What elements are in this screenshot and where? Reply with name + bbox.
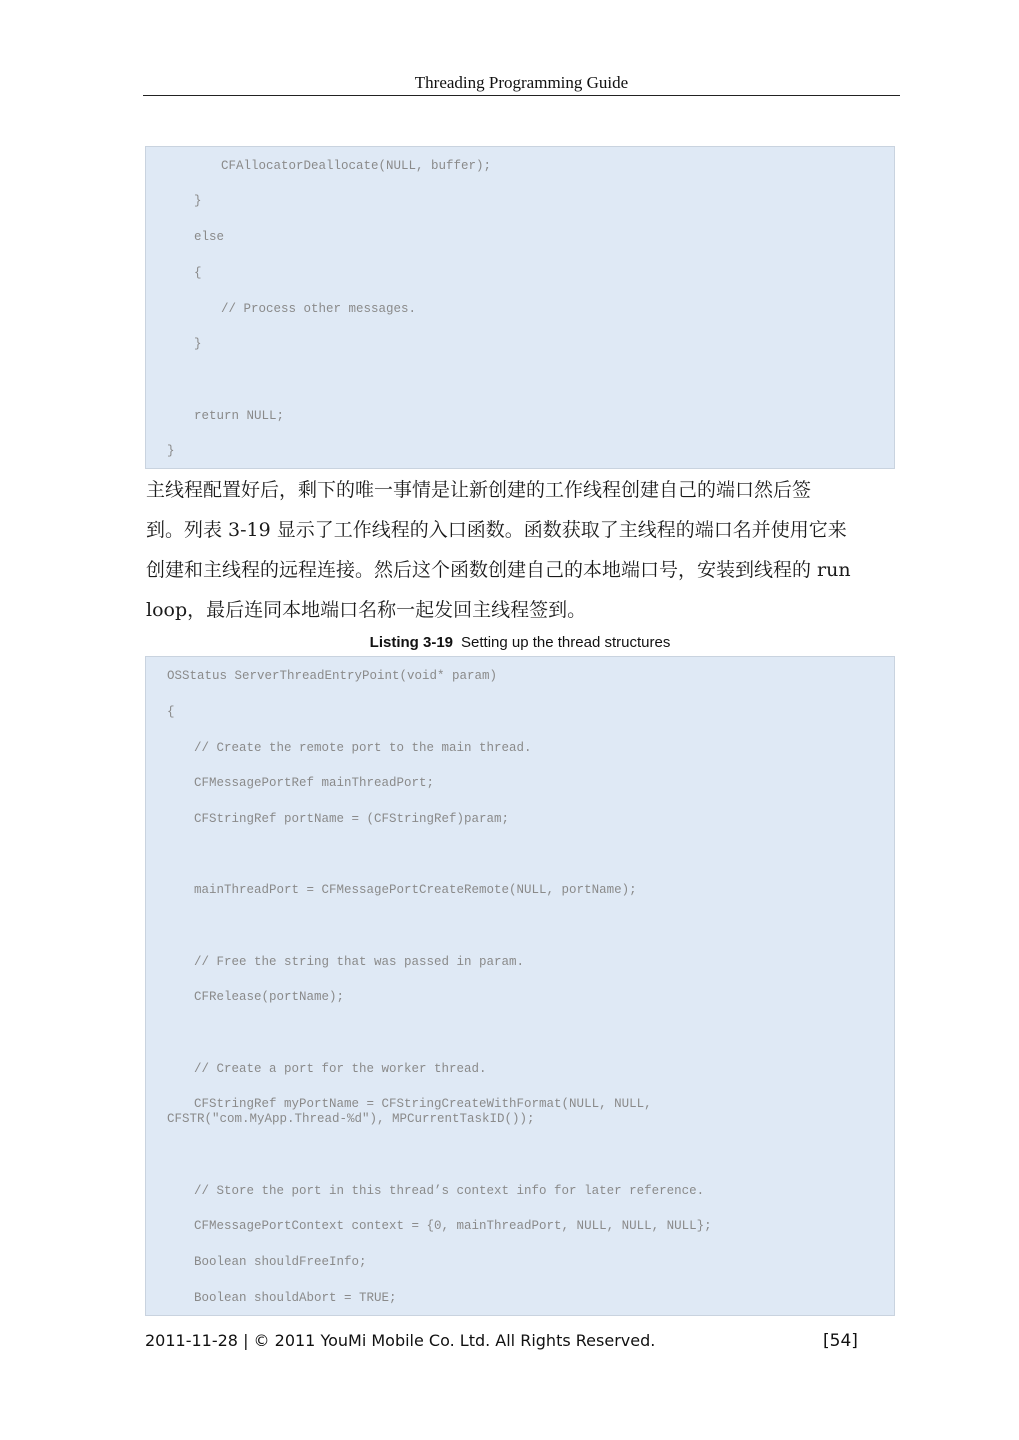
code-line: CFRelease(portName);: [194, 990, 345, 1004]
code-line: // Store the port in this thread’s context info for later reference.: [194, 1184, 705, 1198]
code-block-continued: [145, 146, 895, 469]
page-header: [143, 70, 900, 96]
code-line: }: [194, 194, 202, 208]
code-line: CFSTR("com.MyApp.Thread-%d"), MPCurrentTaskID());: [167, 1112, 535, 1126]
body-paragraph-line: 创建和主线程的远程连接。然后这个函数创建自己的本地端口号，安装到线程的 run: [146, 559, 851, 581]
code-line: CFMessagePortContext context = {0, mainThreadPort, NULL, NULL, NULL};: [194, 1219, 712, 1233]
code-line: CFMessagePortRef mainThreadPort;: [194, 776, 435, 790]
listing-caption: [145, 632, 895, 654]
listing-label: Listing 3-19: [369, 634, 454, 651]
code-line: OSStatus ServerThreadEntryPoint(void* param): [167, 669, 498, 683]
body-paragraph-line: loop，最后连同本地端口名称一起发回主线程签到。: [146, 599, 587, 621]
code-line: CFStringRef portName = (CFStringRef)param;: [194, 812, 510, 826]
code-line: return NULL;: [194, 409, 285, 423]
code-line: // Process other messages.: [221, 302, 417, 316]
code-line: CFStringRef myPortName = CFStringCreateWithFormat(NULL, NULL,: [194, 1097, 652, 1111]
code-line: {: [194, 266, 202, 280]
code-line: mainThreadPort = CFMessagePortCreateRemote(NULL, portName);: [194, 883, 637, 897]
code-line: // Free the string that was passed in param.: [194, 955, 525, 969]
body-paragraph-line: 到。列表 3-19 显示了工作线程的入口函数。函数获取了主线程的端口名并使用它来: [146, 519, 847, 541]
footer-copyright: 2011-11-28 | © 2011 YouMi Mobile Co. Ltd. All Rights Reserved.: [145, 1331, 656, 1350]
code-line: {: [167, 705, 175, 719]
code-line: // Create the remote port to the main thread.: [194, 741, 532, 755]
code-line: Boolean shouldFreeInfo;: [194, 1255, 367, 1269]
body-paragraph-line: 主线程配置好后，剩下的唯一事情是让新创建的工作线程创建自己的端口然后签: [146, 479, 812, 501]
code-block-listing: [145, 656, 895, 1316]
code-line: // Create a port for the worker thread.: [194, 1062, 487, 1076]
listing-title: Setting up the thread structures: [461, 634, 671, 651]
page-number: [54]: [823, 1331, 858, 1351]
code-line: CFAllocatorDeallocate(NULL, buffer);: [221, 159, 492, 173]
header-title: Threading Programming Guide: [414, 73, 629, 92]
code-line: Boolean shouldAbort = TRUE;: [194, 1291, 397, 1305]
code-line: else: [194, 230, 225, 244]
code-line: }: [194, 337, 202, 351]
code-line: }: [167, 444, 175, 458]
